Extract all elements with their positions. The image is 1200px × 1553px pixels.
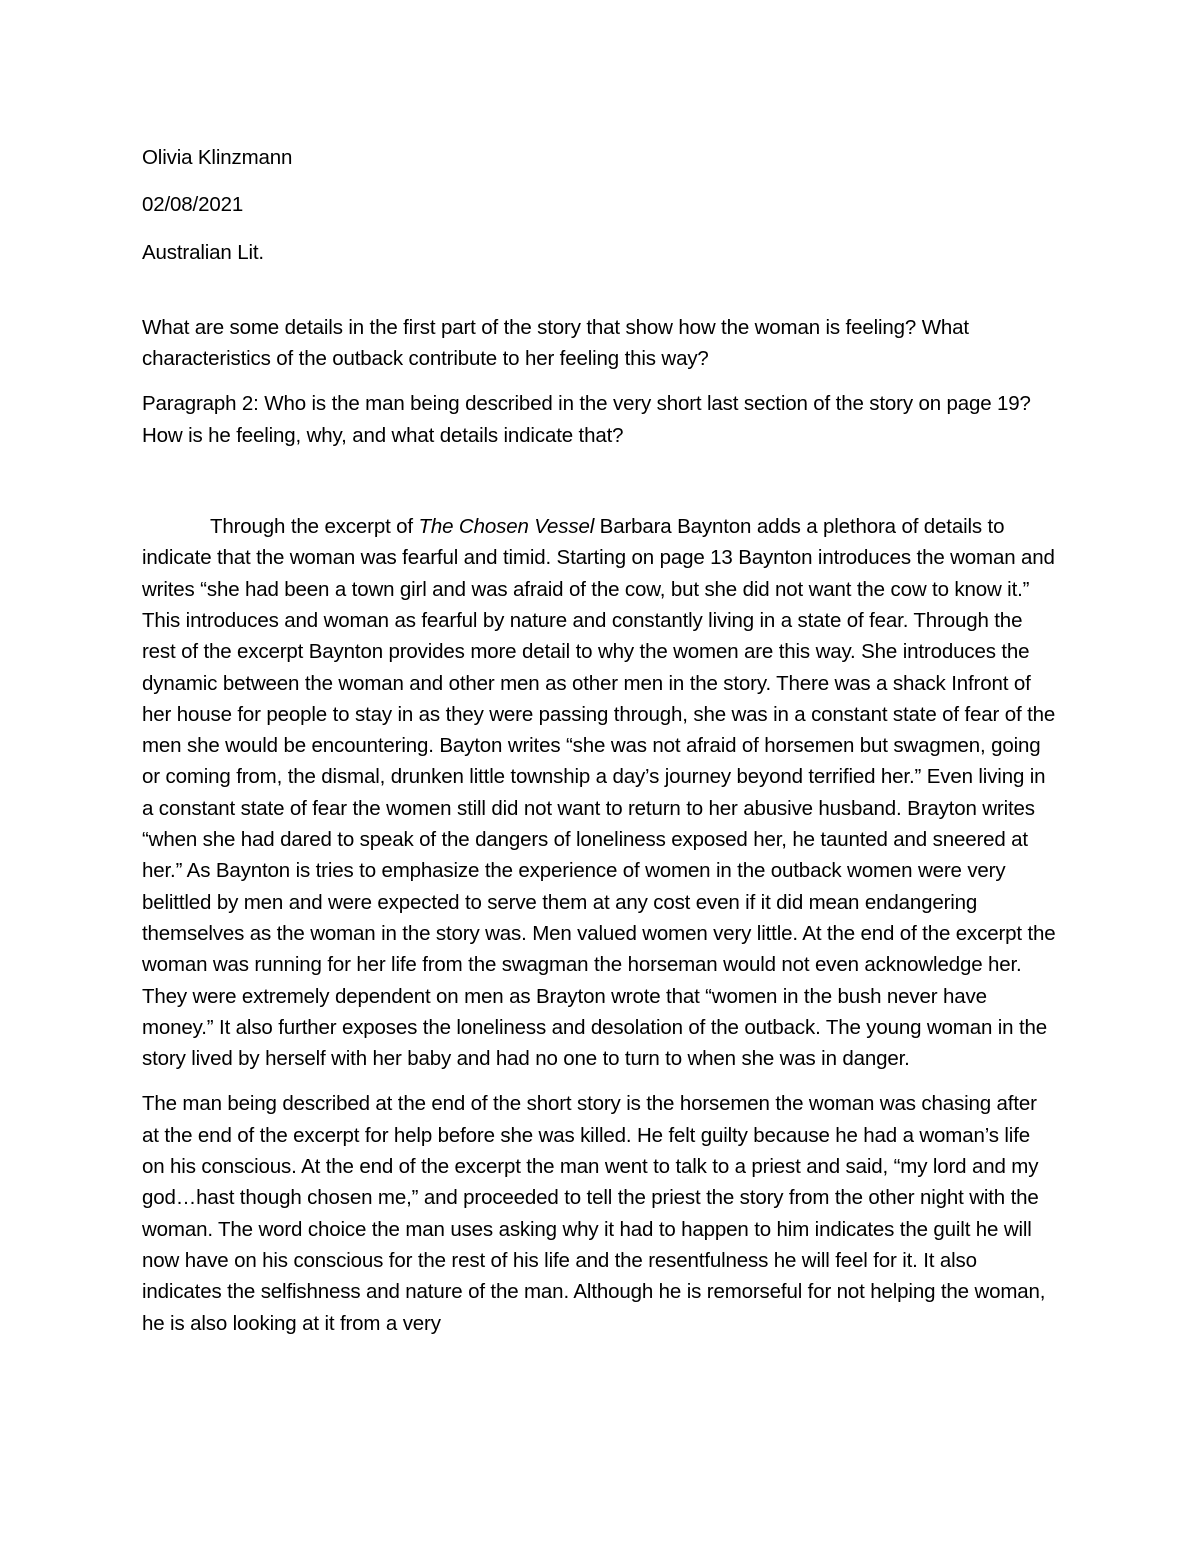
essay-paragraph-1 (142, 511, 1058, 1074)
document-content (142, 142, 1058, 1353)
essay-paragraph-1-intro: Through the excerpt of (210, 515, 419, 539)
assignment-date: 02/08/2021 (142, 193, 244, 217)
assignment-prompts (142, 312, 1058, 451)
essay-paragraph-1-body: Barbara Baynton adds a plethora of details to indicate that the woman was fearful and timid. Starting on page 13 Baynton introduces the woman and writes “she had been a town girl and was afraid of the cow, but she did not want the cow to know it.” This introduces and woman as fearful by nature and constantly living in a state of fear. Through the rest of the excerpt Baynton provides more detail to why the women are this way. She introduces the dynamic between the woman and other men as other men in the story. There was a shack Infront of her house for people to stay in as they were passing through, she was in a constant state of fear of the men she would be encountering. Bayton writes “she was not afraid of horsemen but swagmen, going or coming from, the dismal, drunken little township a day’s journey beyond terrified her.” Even living in a constant state of fear the women still did not want to return to her abusive husband. Brayton writes “when she had dared to speak of the dangers of loneliness exposed her, he taunted and sneered at her.” As Baynton is tries to emphasize the experience of women in the outback women were very belittled by men and were expected to serve them at any cost even if it did mean endangering themselves as the woman in the story was. Men valued women very little. At the end of the excerpt the woman was running for her life from the swagman the horseman would not even acknowledge her. They were extremely dependent on men as Brayton wrote that “women in the bush never have money.” It also further exposes the loneliness and desolation of the outback. The young woman in the story lived by herself with her baby and had no one to turn to when she was in danger. (142, 515, 1056, 1071)
course-name: Australian Lit. (142, 240, 264, 264)
essay-body (142, 511, 1058, 1339)
essay-paragraph-2: The man being described at the end of the short story is the horsemen the woman was chasing after at the end of the excerpt for help before she was killed. He felt guilty because he had a woman’s life on his conscious. At the end of the excerpt the man went to talk to a priest and said, “my lord and my god…hast though chosen me,” and proceeded to tell the priest the story from the other night with the woman. The word choice the man uses asking why it had to happen to him indicates the guilt he will now have on his conscious for the rest of his life and the resentfulness he will feel for it. It also indicates the selfishness and nature of the man. Although he is remorseful for not helping the woman, he is also looking at it from a very (142, 1092, 1046, 1335)
prompt-paragraph-2: Paragraph 2: Who is the man being described in the very short last section of the story on page 19? How is he feeling, why, and what details indicate that? (142, 392, 1031, 447)
student-name: Olivia Klinzmann (142, 146, 293, 169)
prompt-paragraph-1: What are some details in the first part of the story that show how the woman is feeling? What characteristics of the outback contribute to her feeling this way? (142, 315, 969, 371)
story-title: The Chosen Vessel (418, 515, 595, 539)
